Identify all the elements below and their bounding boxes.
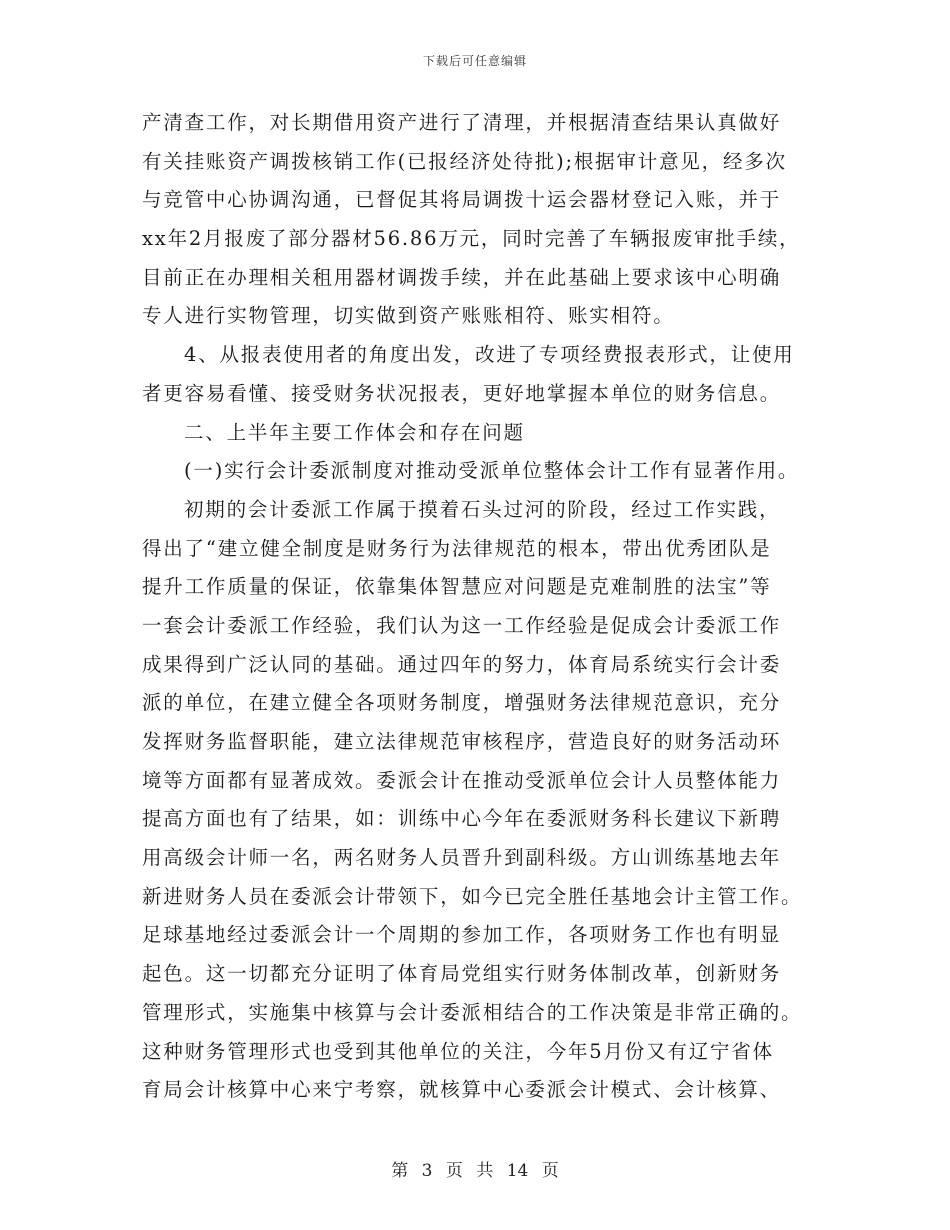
text-line: 一套会计委派工作经验，我们认为这一工作经验是促成会计委派工作	[142, 613, 782, 637]
footer-label-unit-end: 页	[541, 1161, 559, 1181]
text-line: 有关挂账资产调拨核销工作(已报经济处待批);根据审计意见，经多次	[142, 149, 787, 173]
text-line: 产清查工作，对长期借用资产进行了清理，并根据清查结果认真做好	[142, 111, 782, 134]
text-line: 得出了“建立健全制度是财务行为法律规范的根本，带出优秀团队是	[142, 536, 772, 560]
text-line: 这种财务管理形式也受到其他单位的关注，今年5月份又有辽宁省体	[142, 1039, 774, 1063]
text-line: 境等方面都有显著成效。委派会计在推动受派单位会计人员整体能力	[142, 768, 782, 792]
text-line: 成果得到广泛认同的基础。通过四年的努力，体育局系统实行会计委	[142, 652, 782, 676]
footer-label-unit: 页	[445, 1161, 463, 1181]
text-line: 发挥财务监督职能，建立法律规范审核程序，营造良好的财务活动环	[142, 730, 782, 753]
footer-label-page: 第	[391, 1161, 409, 1181]
current-page-number: 3	[421, 1161, 433, 1181]
text-line: xx年2月报废了部分器材56.86万元，同时完善了车辆报废审批手续，	[142, 227, 801, 251]
text-line: 目前正在办理相关租用器材调拨手续，并在此基础上要求该中心明确	[142, 265, 782, 289]
text-line: 新进财务人员在委派会计带领下，如今已完全胜任基地会计主管工作。	[142, 884, 803, 908]
text-line: 用高级会计师一名，两名财务人员晋升到副科级。方山训练基地去年	[142, 846, 782, 870]
text-line: 4、从报表使用者的角度出发，改进了专项经费报表形式，让使用	[184, 343, 795, 367]
text-line: 派的单位，在建立健全各项财务制度，增强财务法律规范意识，充分	[142, 691, 782, 715]
text-line: 提高方面也有了结果，如：训练中心今年在委派财务科长建议下新聘	[142, 807, 782, 831]
text-line: 足球基地经过委派会计一个周期的参加工作，各项财务工作也有明显	[142, 923, 782, 947]
text-line: 者更容易看懂、接受财务状况报表，更好地掌握本单位的财务信息。	[142, 381, 782, 405]
page-footer	[0, 1156, 950, 1181]
footer-label-total: 共	[476, 1161, 494, 1181]
text-line: 与竞管中心协调沟通，已督促其将局调拨十运会器材登记入账，并于	[142, 188, 782, 212]
text-line: 专人进行实物管理，切实做到资产账账相符、账实相符。	[142, 304, 675, 328]
total-pages-number: 14	[506, 1161, 529, 1181]
text-line: 初期的会计委派工作属于摸着石头过河的阶段，经过工作实践，	[184, 497, 781, 521]
page-header-note: 下载后可任意编辑	[422, 54, 527, 68]
text-line: 提升工作质量的保证，依靠集体智慧应对问题是克难制胜的法宝”等	[142, 575, 772, 599]
text-line: 育局会计核算中心来宁考察，就核算中心委派会计模式、会计核算、	[142, 1078, 782, 1102]
text-line: 管理形式，实施集中核算与会计委派相结合的工作决策是非常正确的。	[142, 1000, 803, 1024]
section-heading: 二、上半年主要工作体会和存在问题	[184, 420, 525, 444]
body-text	[142, 104, 814, 1110]
text-line: 起色。这一切都充分证明了体育局党组实行财务体制改革，创新财务	[142, 962, 782, 986]
subsection-heading: (一)实行会计委派制度对推动受派单位整体会计工作有显著作用。	[184, 459, 800, 483]
